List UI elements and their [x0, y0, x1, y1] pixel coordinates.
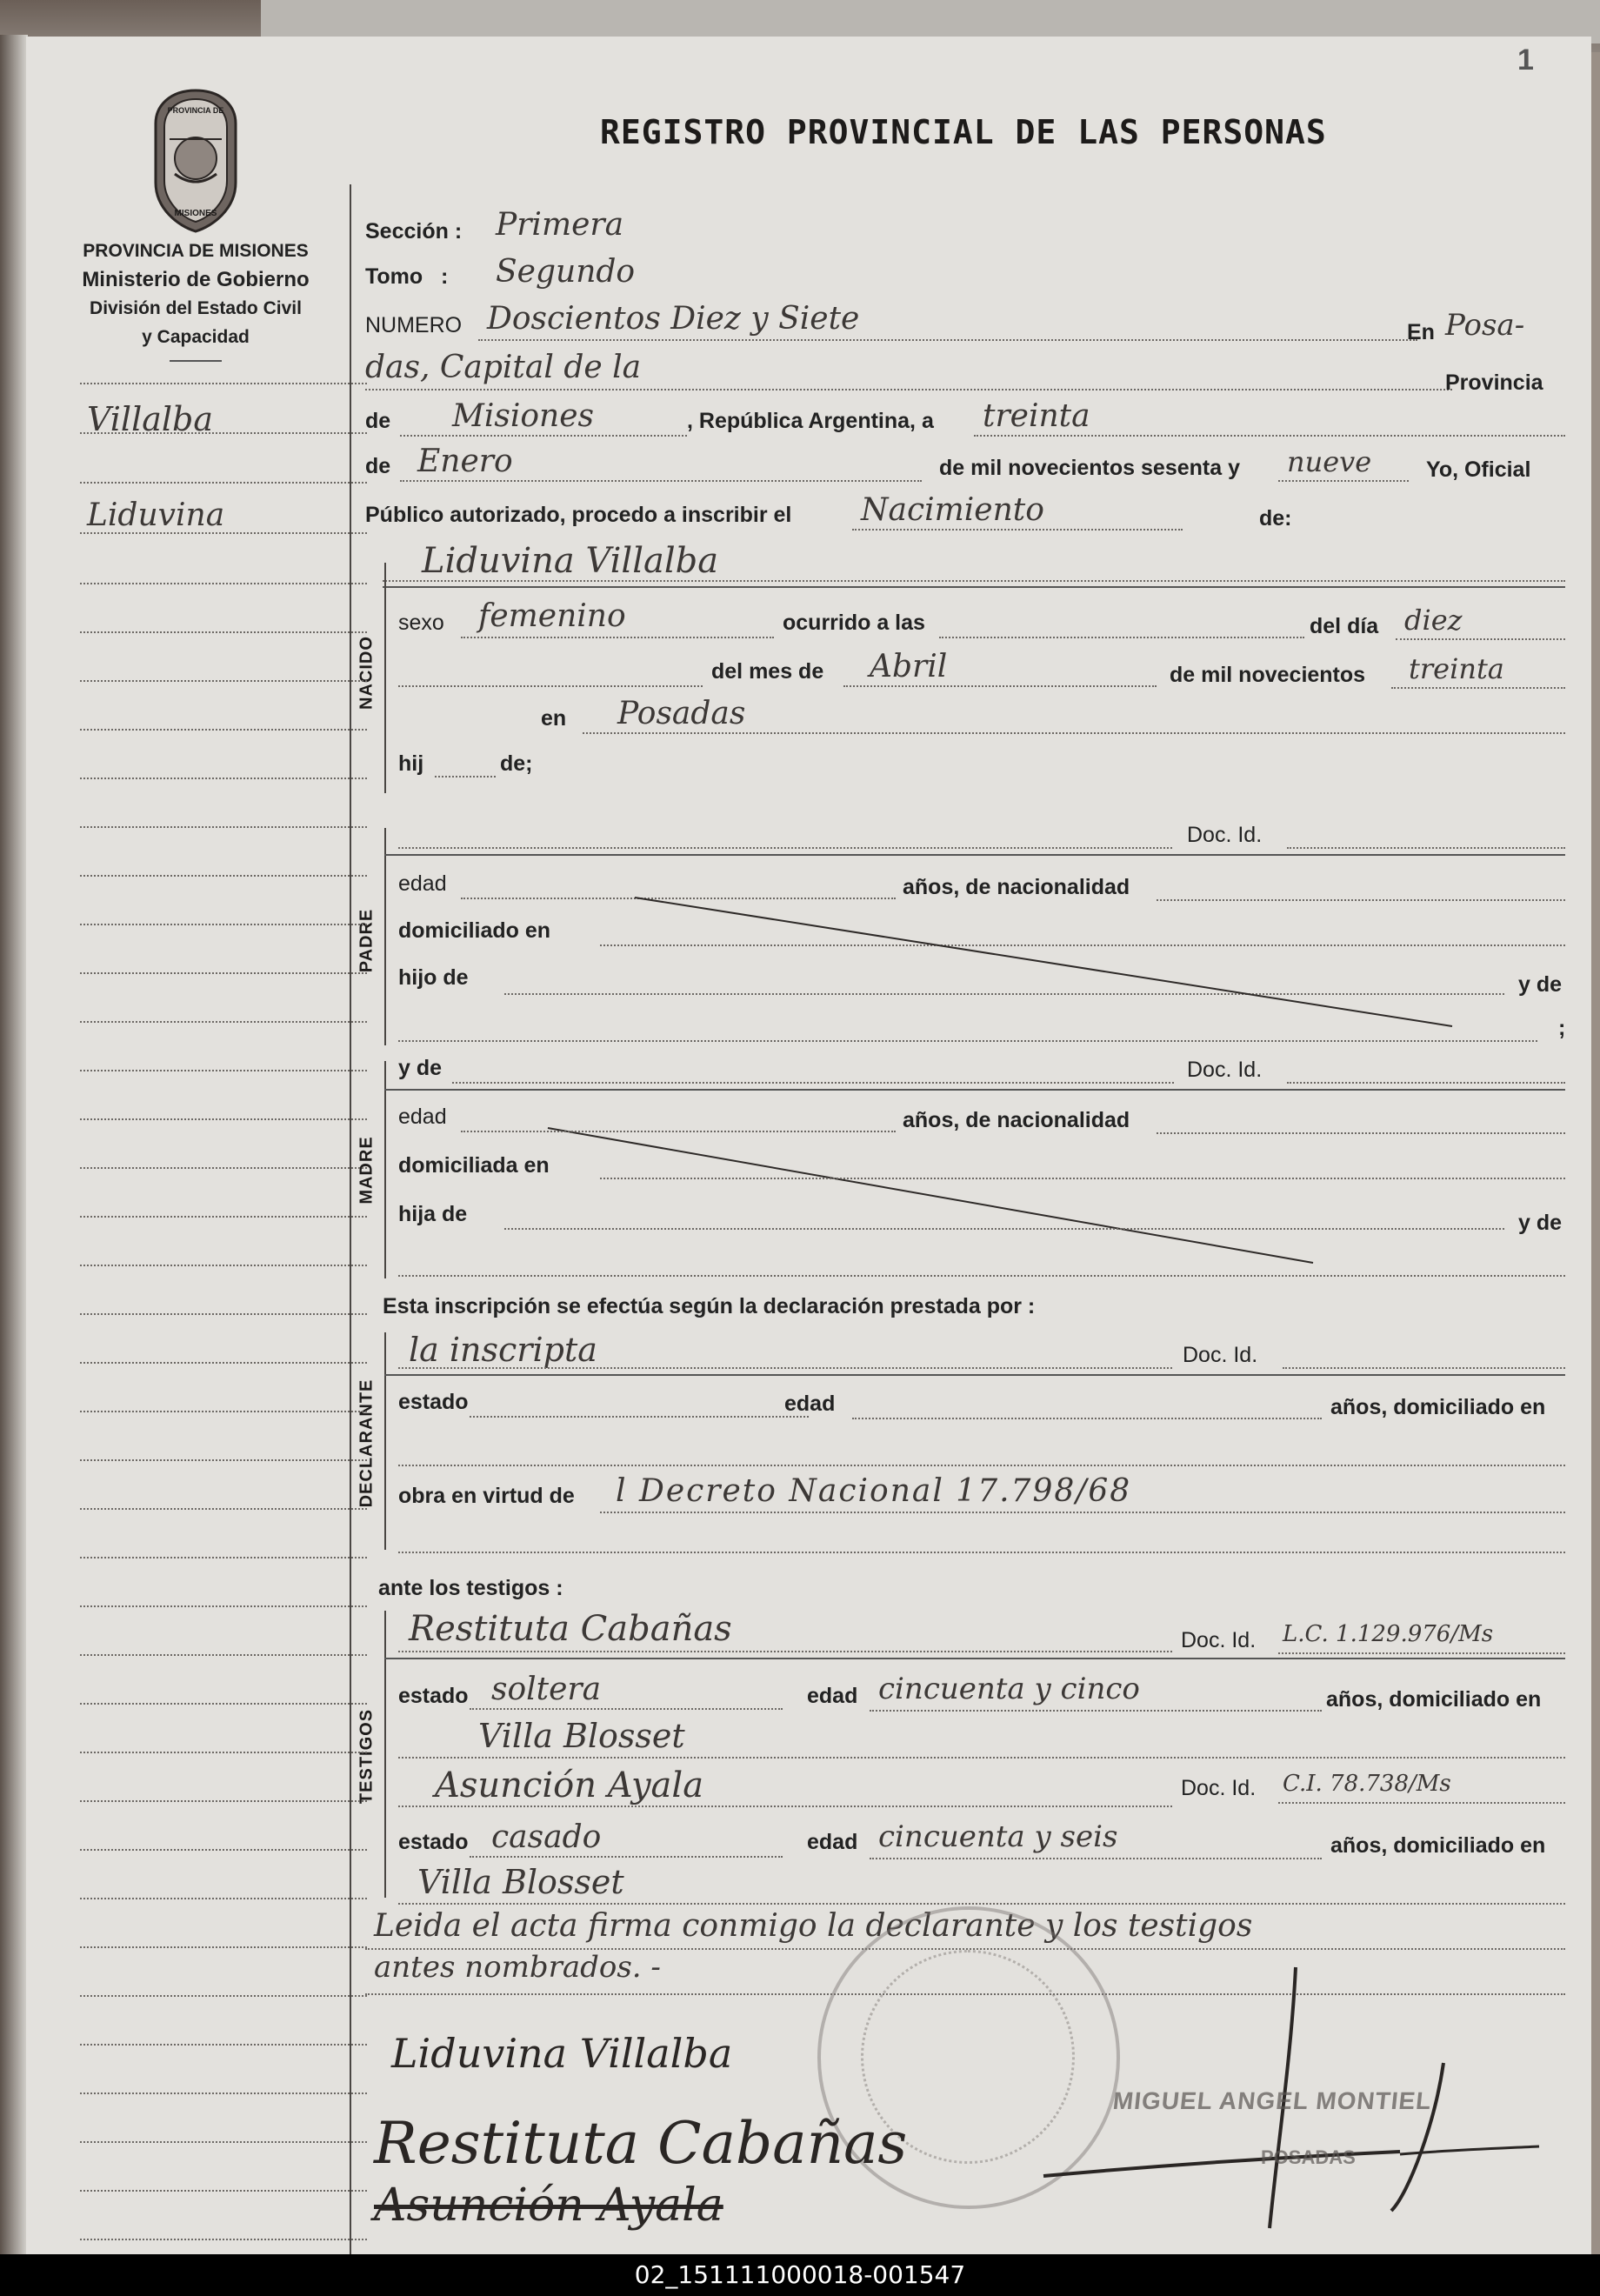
value-testigo1-estado: soltera [491, 1672, 602, 1707]
value-testigo2-dom: Villa Blosset [417, 1863, 624, 1901]
value-dia: treinta [983, 398, 1090, 434]
value-testigo2-edad: cincuenta y seis [878, 1819, 1118, 1854]
official-city-stamp: POSADAS [1261, 2146, 1356, 2168]
label-y-de-madre-2: y de [1518, 1211, 1563, 1235]
label-numero: NUMERO [365, 313, 463, 337]
signature-testigo2: Asunción Ayala [374, 2179, 723, 2232]
fill-line [504, 1228, 1504, 1230]
value-testigo2-estado: casado [491, 1819, 602, 1855]
value-numero: Doscientos Diez y Siete [487, 301, 860, 337]
margin-line [80, 972, 367, 974]
fill-line [398, 1465, 1565, 1466]
value-city-2: das, Capital de la [365, 350, 642, 385]
fill-line [398, 1552, 1565, 1553]
value-sexo: femenino [478, 598, 626, 634]
margin-line [80, 2190, 367, 2192]
margin-line [80, 1946, 367, 1948]
fill-line [600, 1178, 1565, 1179]
label-semicolon: ; [1558, 1016, 1566, 1040]
fill-line [600, 1512, 1565, 1513]
label-obra: obra en virtud de [398, 1484, 575, 1508]
fill-line [1283, 1367, 1565, 1369]
label-edad-testigo2: edad [807, 1830, 858, 1854]
closing-line-1: Leida el acta firma conmigo la declarante y los testigos [374, 1908, 1253, 1944]
margin-line [80, 1605, 367, 1607]
fill-line [470, 1416, 809, 1418]
margin-line [80, 729, 367, 731]
fill-line [1278, 1802, 1565, 1804]
fill-line [452, 1082, 1174, 1084]
value-provincia: Misiones [452, 398, 595, 434]
label-dom-padre: domiciliado en [398, 918, 551, 943]
label-doc-testigo2: Doc. Id. [1181, 1776, 1257, 1800]
book-spine [0, 35, 28, 2261]
agency-division: División del Estado Civil [90, 298, 302, 318]
section-nacido: NACIDO [357, 636, 377, 710]
testigos-bracket [384, 1611, 386, 1898]
fill-line [1157, 1132, 1565, 1134]
closing-line-2: antes nombrados. - [374, 1950, 661, 1985]
agency-capacity: y Capacidad [142, 327, 250, 347]
label-anos-nac-padre: años, de nacionalidad [903, 875, 1130, 899]
page-number: 1 [1517, 43, 1534, 77]
margin-line [80, 1800, 367, 1802]
value-city-1: Posa- [1445, 308, 1525, 343]
label-anos-dom-declarante: años, domiciliado en [1330, 1395, 1546, 1419]
label-de-mes: de [365, 454, 391, 478]
label-doc-testigo1: Doc. Id. [1181, 1628, 1257, 1652]
margin-line [80, 1021, 367, 1023]
label-hijo-de: hijo de [398, 965, 469, 990]
section-rule [384, 1374, 1565, 1376]
page-title: REGISTRO PROVINCIAL DE LAS PERSONAS [600, 113, 1327, 151]
section-rule [384, 1089, 1565, 1091]
section-declarante: DECLARANTE [357, 1378, 377, 1508]
fill-line [461, 1131, 896, 1132]
margin-line [80, 1167, 367, 1169]
margin-line [80, 1216, 367, 1218]
margin-line [80, 1265, 367, 1266]
label-doc-padre: Doc. Id. [1187, 823, 1263, 847]
value-testigo1: Restituta Cabañas [409, 1609, 732, 1649]
value-acto: Nacimiento [861, 492, 1044, 528]
section-madre: MADRE [357, 1136, 377, 1205]
value-mes: Enero [417, 444, 513, 479]
fill-line [870, 1858, 1322, 1859]
register-page [26, 37, 1591, 2254]
margin-line [80, 1118, 367, 1120]
margin-line [80, 1070, 367, 1071]
value-tomo: Segundo [496, 254, 636, 290]
fill-line [470, 1708, 783, 1710]
fill-line [870, 1710, 1322, 1712]
margin-line [80, 1459, 367, 1461]
value-testigo1-dom: Villa Blosset [478, 1717, 685, 1755]
fill-line [852, 1418, 1322, 1419]
label-publico: Público autorizado, procedo a inscribir el [365, 503, 792, 527]
value-lugar-nac: Posadas [617, 696, 746, 731]
label-en-lugar: en [541, 706, 567, 731]
label-anos-dom-testigo1: años, domiciliado en [1326, 1687, 1542, 1712]
margin-line [80, 680, 367, 682]
label-de-provincia: de [365, 409, 391, 433]
value-nombre: Liduvina Villalba [422, 541, 719, 581]
fill-line [398, 1757, 1565, 1759]
label-ocurrido: ocurrido a las [783, 611, 925, 635]
value-testigo2-doc: C.I. 78.738/Ms [1283, 1771, 1451, 1797]
margin-surname: Villalba [87, 400, 214, 438]
signature-inscripta: Liduvina Villalba [391, 2030, 733, 2077]
label-republica: , República Argentina, a [687, 409, 934, 433]
label-de-colon: de: [1259, 506, 1292, 531]
value-anio: nueve [1287, 445, 1372, 478]
declarante-bracket [384, 1332, 386, 1550]
label-estado-testigo2: estado [398, 1830, 469, 1854]
label-del-mes: del mes de [711, 659, 824, 684]
label-de-mil: de mil novecientos sesenta y [939, 456, 1240, 480]
margin-line [80, 2239, 367, 2240]
label-edad-padre: edad [398, 871, 447, 896]
fill-line [398, 1367, 1172, 1369]
margin-given-name: Liduvina [87, 497, 225, 533]
margin-line [80, 1995, 367, 1997]
label-del-dia: del día [1310, 614, 1379, 638]
signature-testigo1: Restituta Cabañas [374, 2110, 908, 2177]
label-hija-de: hija de [398, 1202, 468, 1226]
label-y-de-padre: y de [1518, 972, 1563, 997]
value-decreto: l Decreto Nacional 17.798/68 [616, 1473, 1132, 1509]
margin-line [80, 2092, 367, 2094]
agency-province: PROVINCIA DE MISIONES [83, 241, 309, 261]
label-yo-oficial: Yo, Oficial [1426, 457, 1531, 482]
fill-line [398, 1275, 1565, 1277]
madre-bracket [384, 1061, 386, 1278]
label-anos-dom-testigo2: años, domiciliado en [1330, 1833, 1546, 1858]
label-de-semi: de; [500, 751, 533, 776]
image-id-bar: 02_151111000018-001547 [0, 2254, 1600, 2296]
margin-line [80, 1508, 367, 1510]
crest-text-top: PROVINCIA DE [167, 106, 224, 115]
margin-line [80, 1654, 367, 1656]
margin-line [80, 826, 367, 828]
margin-line [80, 1849, 367, 1851]
crest-text-bottom: MISIONES [174, 209, 217, 218]
label-sexo: sexo [398, 611, 444, 635]
label-edad-madre: edad [398, 1105, 447, 1129]
label-inscripcion: Esta inscripción se efectúa según la declaración prestada por : [383, 1294, 1036, 1318]
margin-line [80, 2141, 367, 2143]
fill-line [1278, 1652, 1565, 1654]
label-seccion: Sección : [365, 219, 463, 244]
margin-line [80, 2044, 367, 2046]
fill-line [398, 1903, 1565, 1905]
label-dom-madre: domiciliada en [398, 1153, 550, 1178]
margin-line [80, 924, 367, 925]
label-y-de-madre: y de [398, 1056, 443, 1080]
fill-line [470, 1856, 783, 1858]
margin-line [80, 631, 367, 633]
margin-line [80, 1362, 367, 1364]
official-name-stamp: MIGUEL ANGEL MONTIEL [1111, 2087, 1434, 2114]
margin-line [80, 1557, 367, 1558]
margin-line [80, 1703, 367, 1705]
value-dia-nac: diez [1404, 604, 1463, 637]
section-rule [384, 1658, 1565, 1659]
fill-line [1287, 1082, 1565, 1084]
label-edad-testigo1: edad [807, 1684, 858, 1708]
label-doc-madre: Doc. Id. [1187, 1058, 1263, 1082]
margin-line [80, 778, 367, 779]
label-anos-nac-madre: años, de nacionalidad [903, 1108, 1130, 1132]
value-seccion: Primera [496, 207, 624, 243]
value-testigo1-doc: L.C. 1.129.976/Ms [1283, 1621, 1494, 1647]
agency-ministry: Ministerio de Gobierno [82, 268, 310, 291]
margin-line [80, 583, 367, 584]
label-estado-declarante: estado [398, 1390, 469, 1414]
value-mes-nac: Abril [870, 649, 948, 684]
value-anio-nac: treinta [1409, 652, 1504, 685]
margin-line [80, 1411, 367, 1412]
margin-line [80, 1898, 367, 1899]
label-provincia: Provincia [1445, 370, 1543, 395]
label-edad-declarante: edad [784, 1392, 836, 1416]
margin-line [80, 1752, 367, 1753]
label-hij: hij [398, 751, 424, 776]
fill-line [398, 1651, 1172, 1652]
value-testigo1-edad: cincuenta y cinco [878, 1672, 1140, 1706]
fill-line [398, 1805, 1172, 1807]
margin-line [80, 875, 367, 877]
label-en: En [1407, 320, 1435, 344]
section-padre: PADRE [357, 908, 377, 973]
value-testigo2: Asunción Ayala [435, 1765, 704, 1805]
margin-line [80, 1313, 367, 1315]
label-tomo: Tomo : [365, 264, 449, 289]
value-declarante: la inscripta [409, 1331, 597, 1369]
label-de-mil-nov: de mil novecientos [1170, 663, 1366, 687]
label-doc-declarante: Doc. Id. [1183, 1343, 1258, 1367]
label-ante: ante los testigos : [378, 1576, 563, 1600]
section-testigos: TESTIGOS [357, 1708, 377, 1805]
label-estado-testigo1: estado [398, 1684, 469, 1708]
